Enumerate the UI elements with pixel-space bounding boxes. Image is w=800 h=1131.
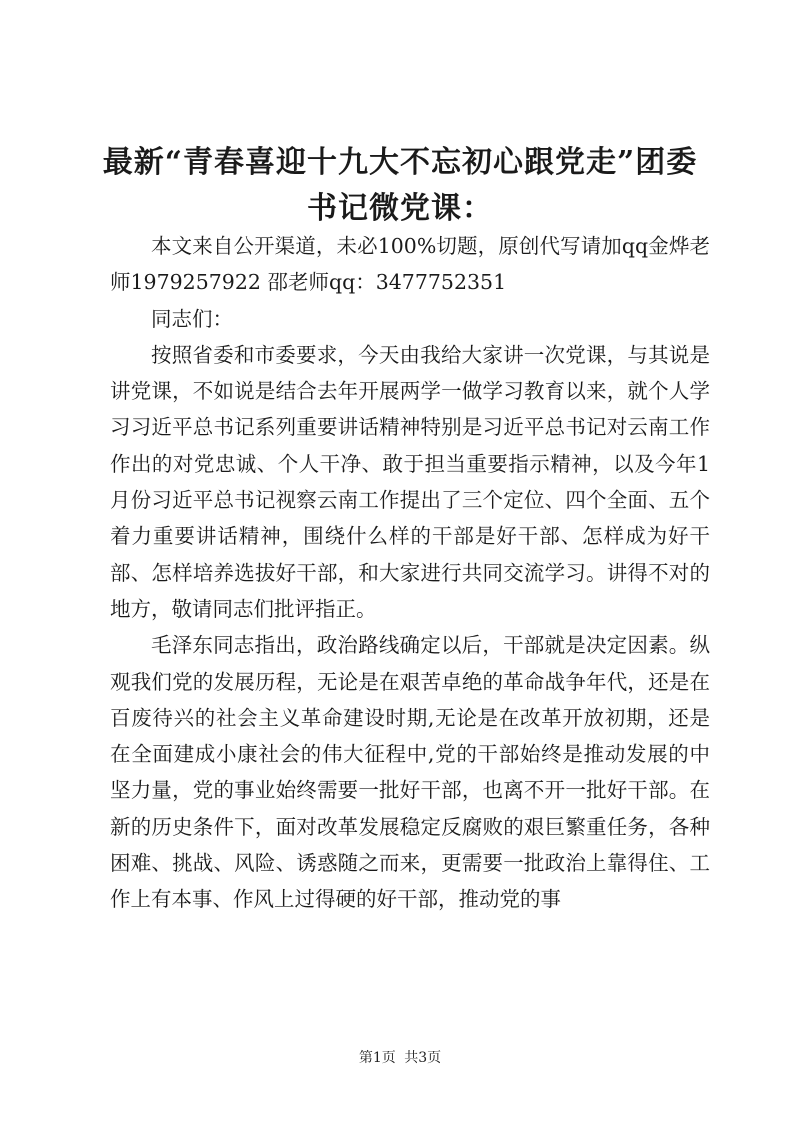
page-footer <box>0 1047 800 1067</box>
page-number: 第1页 <box>358 1050 396 1066</box>
salutation-paragraph: 同志们： <box>151 306 233 331</box>
body-paragraph: 按照省委和市委要求，今天由我给大家讲一次党课，与其说是讲党课，不如说是结合去年开展两学一做学习教育以来，就个人学习习近平总书记系列重要讲话精神特别是习近平总书记对云南工作作出的对党忠诚、个人干净、敢于担当重要指示精神，以及今年1月份习近平总书记视察云南工作提出了三个定位、四个全面、五个着力重要讲话精神，围绕什么样的干部是好干部、怎样成为好干部、怎样培养选拔好干部，和大家进行共同交流学习。讲得不对的地方，敬请同志们批评指正。 <box>110 342 710 621</box>
body-paragraph: 毛泽东同志指出，政治路线确定以后，干部就是决定因素。纵观我们党的发展历程，无论是在艰苦卓绝的革命战争年代，还是在百废待兴的社会主义革命建设时期,无论是在改革开放初期，还是在全面建成小康社会的伟大征程中,党的干部始终是推动发展的中坚力量，党的事业始终需要一批好干部，也离不开一批好干部。在新的历史条件下，面对改革发展稳定反腐败的艰巨繁重任务，各种困难、挑战、风险、诱惑随之而来，更需要一批政治上靠得住、工作上有本事、作风上过得硬的好干部，推动党的事 <box>110 633 710 912</box>
page-total: 共3页 <box>404 1050 442 1066</box>
source-note-paragraph: 本文来自公开渠道，未必100%切题，原创代写请加qq金烨老师1979257922 邵老师qq：3477752351 <box>110 234 710 295</box>
document-title: 最新“青春喜迎十九大不忘初心跟党走”团委书记微党课： <box>102 145 698 226</box>
document-body <box>110 228 710 918</box>
